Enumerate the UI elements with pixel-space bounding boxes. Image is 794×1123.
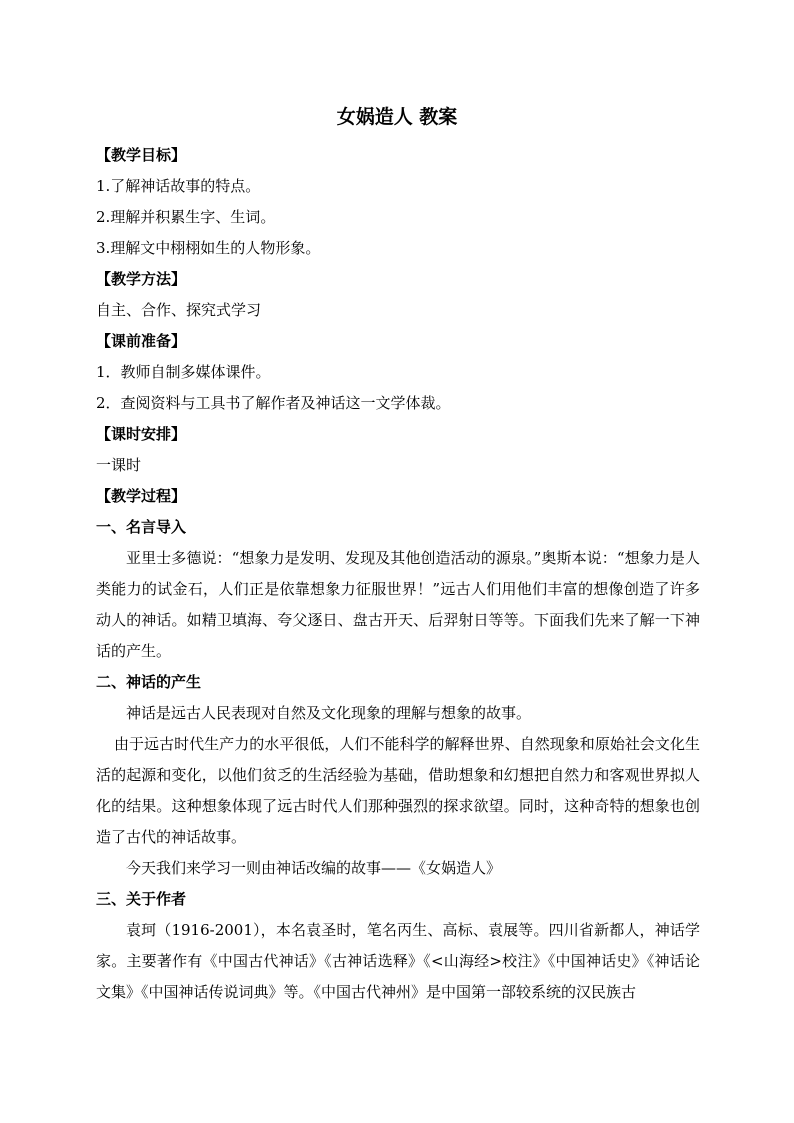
goal-item: 3.理解文中栩栩如生的人物形象。 — [96, 239, 321, 257]
schedule-text: 一课时 — [96, 456, 142, 474]
prep-item: 2．查阅资料与工具书了解作者及神话这一文学体裁。 — [96, 394, 451, 412]
section-heading-goals: 【教学目标】 — [96, 146, 187, 164]
subheading-intro: 一、名言导入 — [96, 518, 187, 536]
paragraph-origin-definition: 神话是远古人民表现对自然及文化现象的理解与想象的故事。 — [126, 704, 532, 722]
goal-item: 1.了解神话故事的特点。 — [96, 177, 261, 195]
method-text: 自主、合作、探究式学习 — [96, 301, 262, 319]
paragraph-author: 袁珂（1916-2001），本名袁圣时，笔名丙生、高标、袁展等。四川省新都人，神话学家。主要著作有《中国古代神话》《古神话选释》《<山海经>校注》《中国神话史》《神话论文集》《中国神话传说词典》等。《中国古代神州》是中国第一部较系统的汉民族古 — [96, 921, 700, 1001]
section-heading-schedule: 【课时安排】 — [96, 425, 187, 443]
subheading-author: 三、关于作者 — [96, 890, 187, 908]
paragraph-origin-explanation: 由于远古时代生产力的水平很低，人们不能科学的解释世界、自然现象和原始社会文化生活的起源和变化，以他们贫乏的生活经验为基础，借助想象和幻想把自然力和客观世界拟人化的结果。这种想象体现了远古时代人们那种强烈的探求欲望。同时，这种奇特的想象也创造了古代的神话故事。 — [96, 735, 700, 846]
prep-item: 1．教师自制多媒体课件。 — [96, 363, 271, 381]
section-heading-method: 【教学方法】 — [96, 270, 187, 288]
goal-item: 2.理解并积累生字、生词。 — [96, 208, 276, 226]
document-title: 女娲造人 教案 — [336, 106, 458, 128]
document-body — [96, 140, 700, 1008]
subheading-origin: 二、神话的产生 — [96, 673, 202, 691]
paragraph-intro: 亚里士多德说：“想象力是发明、发现及其他创造活动的源泉。”奥斯本说：“想象力是人类能力的试金石，人们正是依靠想象力征服世界！”远古人们用他们丰富的想像创造了许多动人的神话。如精卫填海、夸父逐日、盘古开天、后羿射日等等。下面我们先来了解一下神话的产生。 — [96, 549, 700, 660]
paragraph-origin-lesson: 今天我们来学习一则由神话改编的故事——《女娲造人》 — [126, 859, 502, 877]
section-heading-prep: 【课前准备】 — [96, 332, 187, 350]
section-heading-process: 【教学过程】 — [96, 487, 187, 505]
